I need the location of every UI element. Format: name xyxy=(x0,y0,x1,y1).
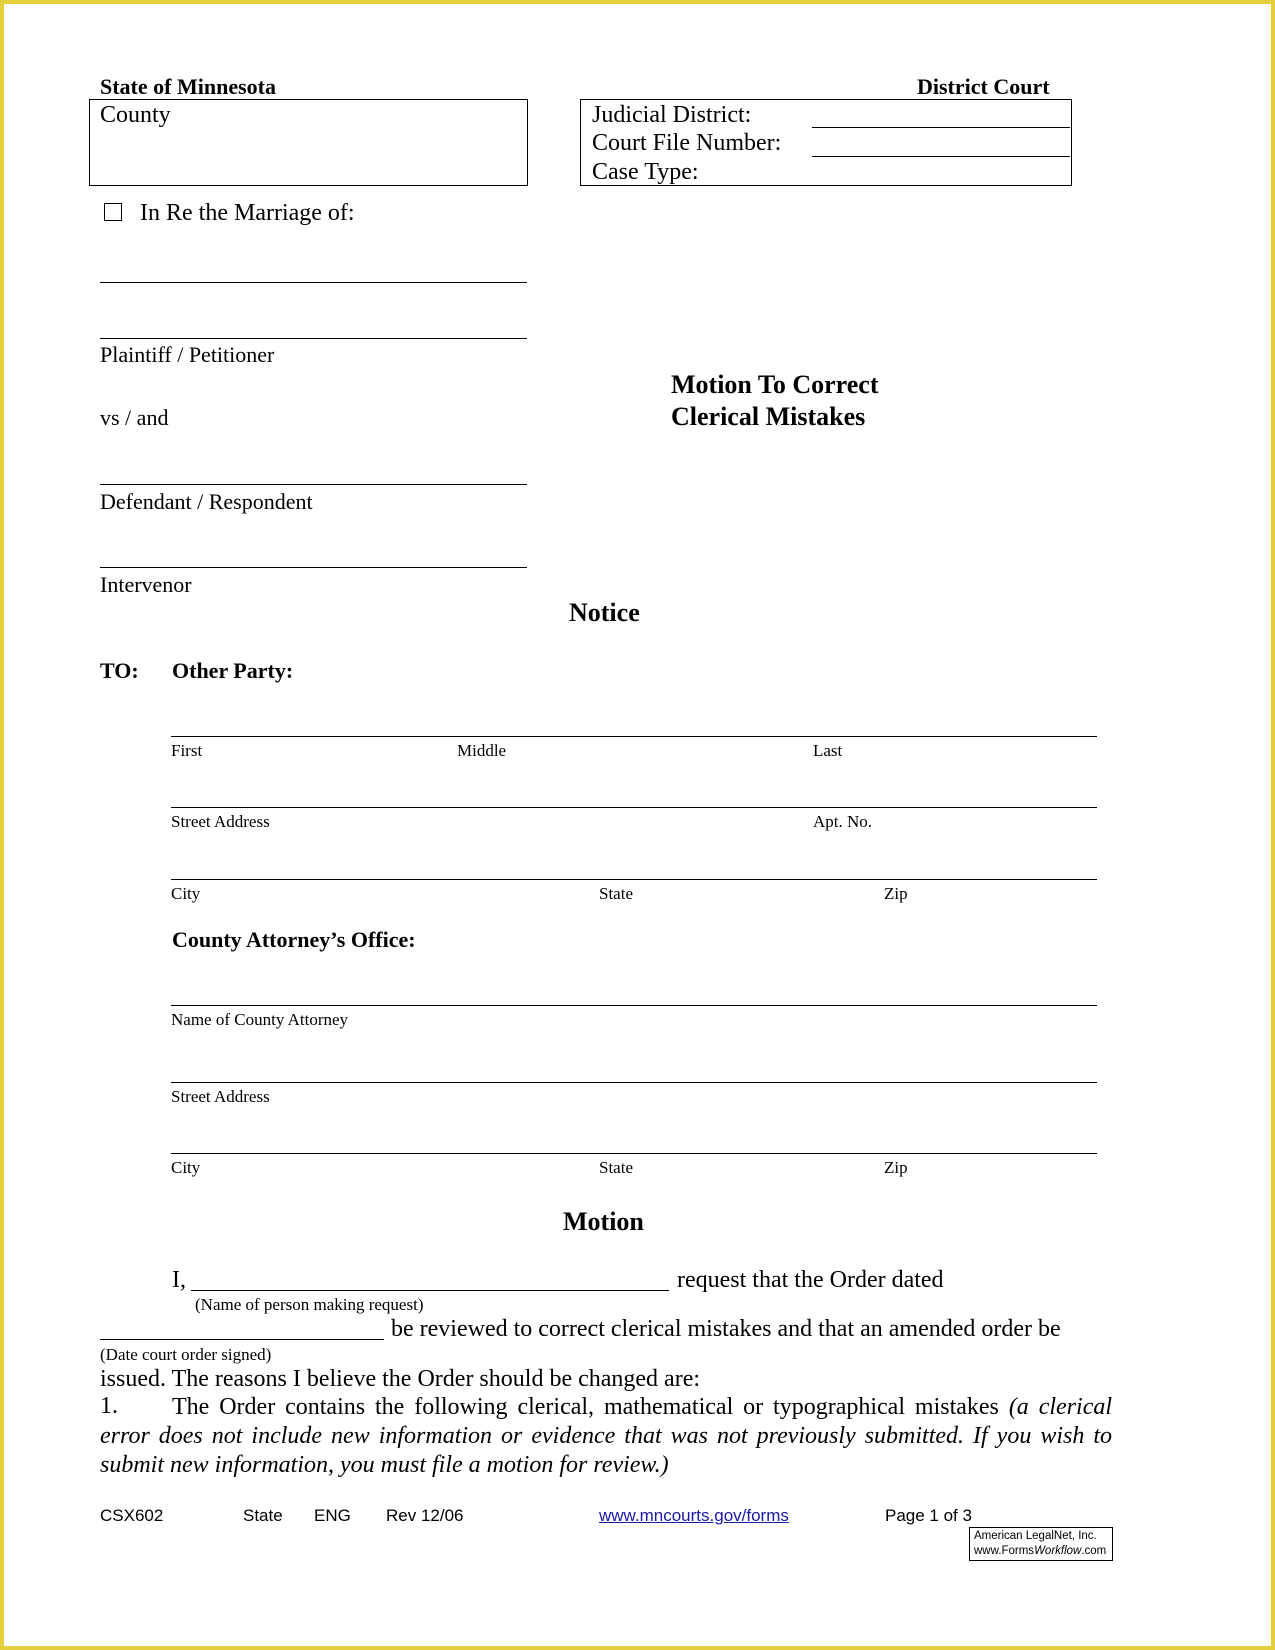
county-attorney-name-caption: Name of County Attorney xyxy=(171,1010,349,1029)
item-1-text: The Order contains the following clerical, mathematical or typographical mistakes xyxy=(172,1394,999,1420)
state-caption: State xyxy=(599,884,633,903)
notice-heading: Notice xyxy=(569,598,640,627)
party-name-line-2[interactable] xyxy=(100,338,527,339)
vendor-url-prefix: www.Forms xyxy=(974,1545,1035,1557)
date-caption: (Date court order signed) xyxy=(100,1345,272,1364)
item-1-italic-note: (a clerical error does not include new information or evidence that was not previously submitted. If you wish to submit new information, you must file a motion for review.) xyxy=(100,1394,1113,1478)
vs-label: vs / and xyxy=(100,405,169,430)
ca-state-caption: State xyxy=(599,1158,633,1177)
document-title-line-2: Clerical Mistakes xyxy=(671,402,866,431)
order-date-line[interactable] xyxy=(100,1339,384,1340)
court-heading: District Court xyxy=(917,74,1050,99)
footer-form-code: CSX602 xyxy=(100,1506,164,1525)
defendant-name-line[interactable] xyxy=(100,484,527,485)
county-attorney-name-line[interactable] xyxy=(171,1005,1097,1006)
other-party-street-line[interactable] xyxy=(171,807,1097,808)
county-attorney-heading: County Attorney’s Office: xyxy=(172,927,416,952)
street-address-caption: Street Address xyxy=(171,812,270,831)
other-party-city-line[interactable] xyxy=(171,879,1097,880)
footer-state: State xyxy=(243,1506,283,1525)
vendor-url-italic: Workflow xyxy=(1034,1545,1082,1557)
vendor-url-suffix: .com xyxy=(1081,1545,1107,1557)
vendor-name: American LegalNet, Inc. xyxy=(974,1530,1097,1542)
city-caption: City xyxy=(171,884,201,903)
first-name-caption: First xyxy=(171,741,203,760)
vendor-box xyxy=(969,1527,1113,1561)
other-party-name-line[interactable] xyxy=(171,736,1097,737)
county-attorney-city-line[interactable] xyxy=(171,1153,1097,1154)
name-caption: (Name of person making request) xyxy=(195,1295,424,1314)
middle-name-caption: Middle xyxy=(457,741,507,760)
judicial-district-field[interactable] xyxy=(812,127,1070,128)
footer-page-number: Page 1 of 3 xyxy=(885,1506,972,1525)
state-heading: State of Minnesota xyxy=(100,74,276,99)
motion-i-label: I, xyxy=(172,1267,186,1293)
intervenor-label: Intervenor xyxy=(100,572,192,597)
case-type-label: Case Type: xyxy=(592,159,699,185)
vendor-url[interactable] xyxy=(974,1544,1112,1559)
document-title-line-1: Motion To Correct xyxy=(671,370,879,399)
ca-zip-caption: Zip xyxy=(884,1158,908,1177)
marriage-checkbox[interactable] xyxy=(104,203,122,221)
party-name-line-1[interactable] xyxy=(100,282,527,283)
zip-caption: Zip xyxy=(884,884,908,903)
last-name-caption: Last xyxy=(813,741,843,760)
judicial-district-label: Judicial District: xyxy=(592,102,752,128)
apt-no-caption: Apt. No. xyxy=(813,812,873,831)
item-1-number: 1. xyxy=(100,1393,118,1419)
requester-name-line[interactable] xyxy=(191,1290,669,1291)
motion-heading: Motion xyxy=(563,1207,644,1236)
reviewed-text: be reviewed to correct clerical mistakes and that an amended order be xyxy=(391,1316,1061,1342)
issued-text: issued. The reasons I believe the Order should be changed are: xyxy=(100,1366,701,1392)
ca-street-address-caption: Street Address xyxy=(171,1087,270,1106)
plaintiff-label: Plaintiff / Petitioner xyxy=(100,342,275,367)
court-file-number-label: Court File Number: xyxy=(592,130,782,156)
footer-language: ENG xyxy=(314,1506,351,1525)
to-label: TO: xyxy=(100,658,139,683)
item-1-paragraph xyxy=(100,1393,1112,1480)
court-file-number-field[interactable] xyxy=(812,156,1070,157)
county-attorney-street-line[interactable] xyxy=(171,1082,1097,1083)
footer-forms-link[interactable]: www.mncourts.gov/forms xyxy=(599,1506,789,1525)
defendant-label: Defendant / Respondent xyxy=(100,489,313,514)
ca-city-caption: City xyxy=(171,1158,201,1177)
marriage-label: In Re the Marriage of: xyxy=(140,200,355,226)
county-label: County xyxy=(100,102,171,128)
intervenor-name-line[interactable] xyxy=(100,567,527,568)
footer-revision: Rev 12/06 xyxy=(386,1506,464,1525)
other-party-label: Other Party: xyxy=(172,658,294,683)
request-text: request that the Order dated xyxy=(677,1267,944,1293)
